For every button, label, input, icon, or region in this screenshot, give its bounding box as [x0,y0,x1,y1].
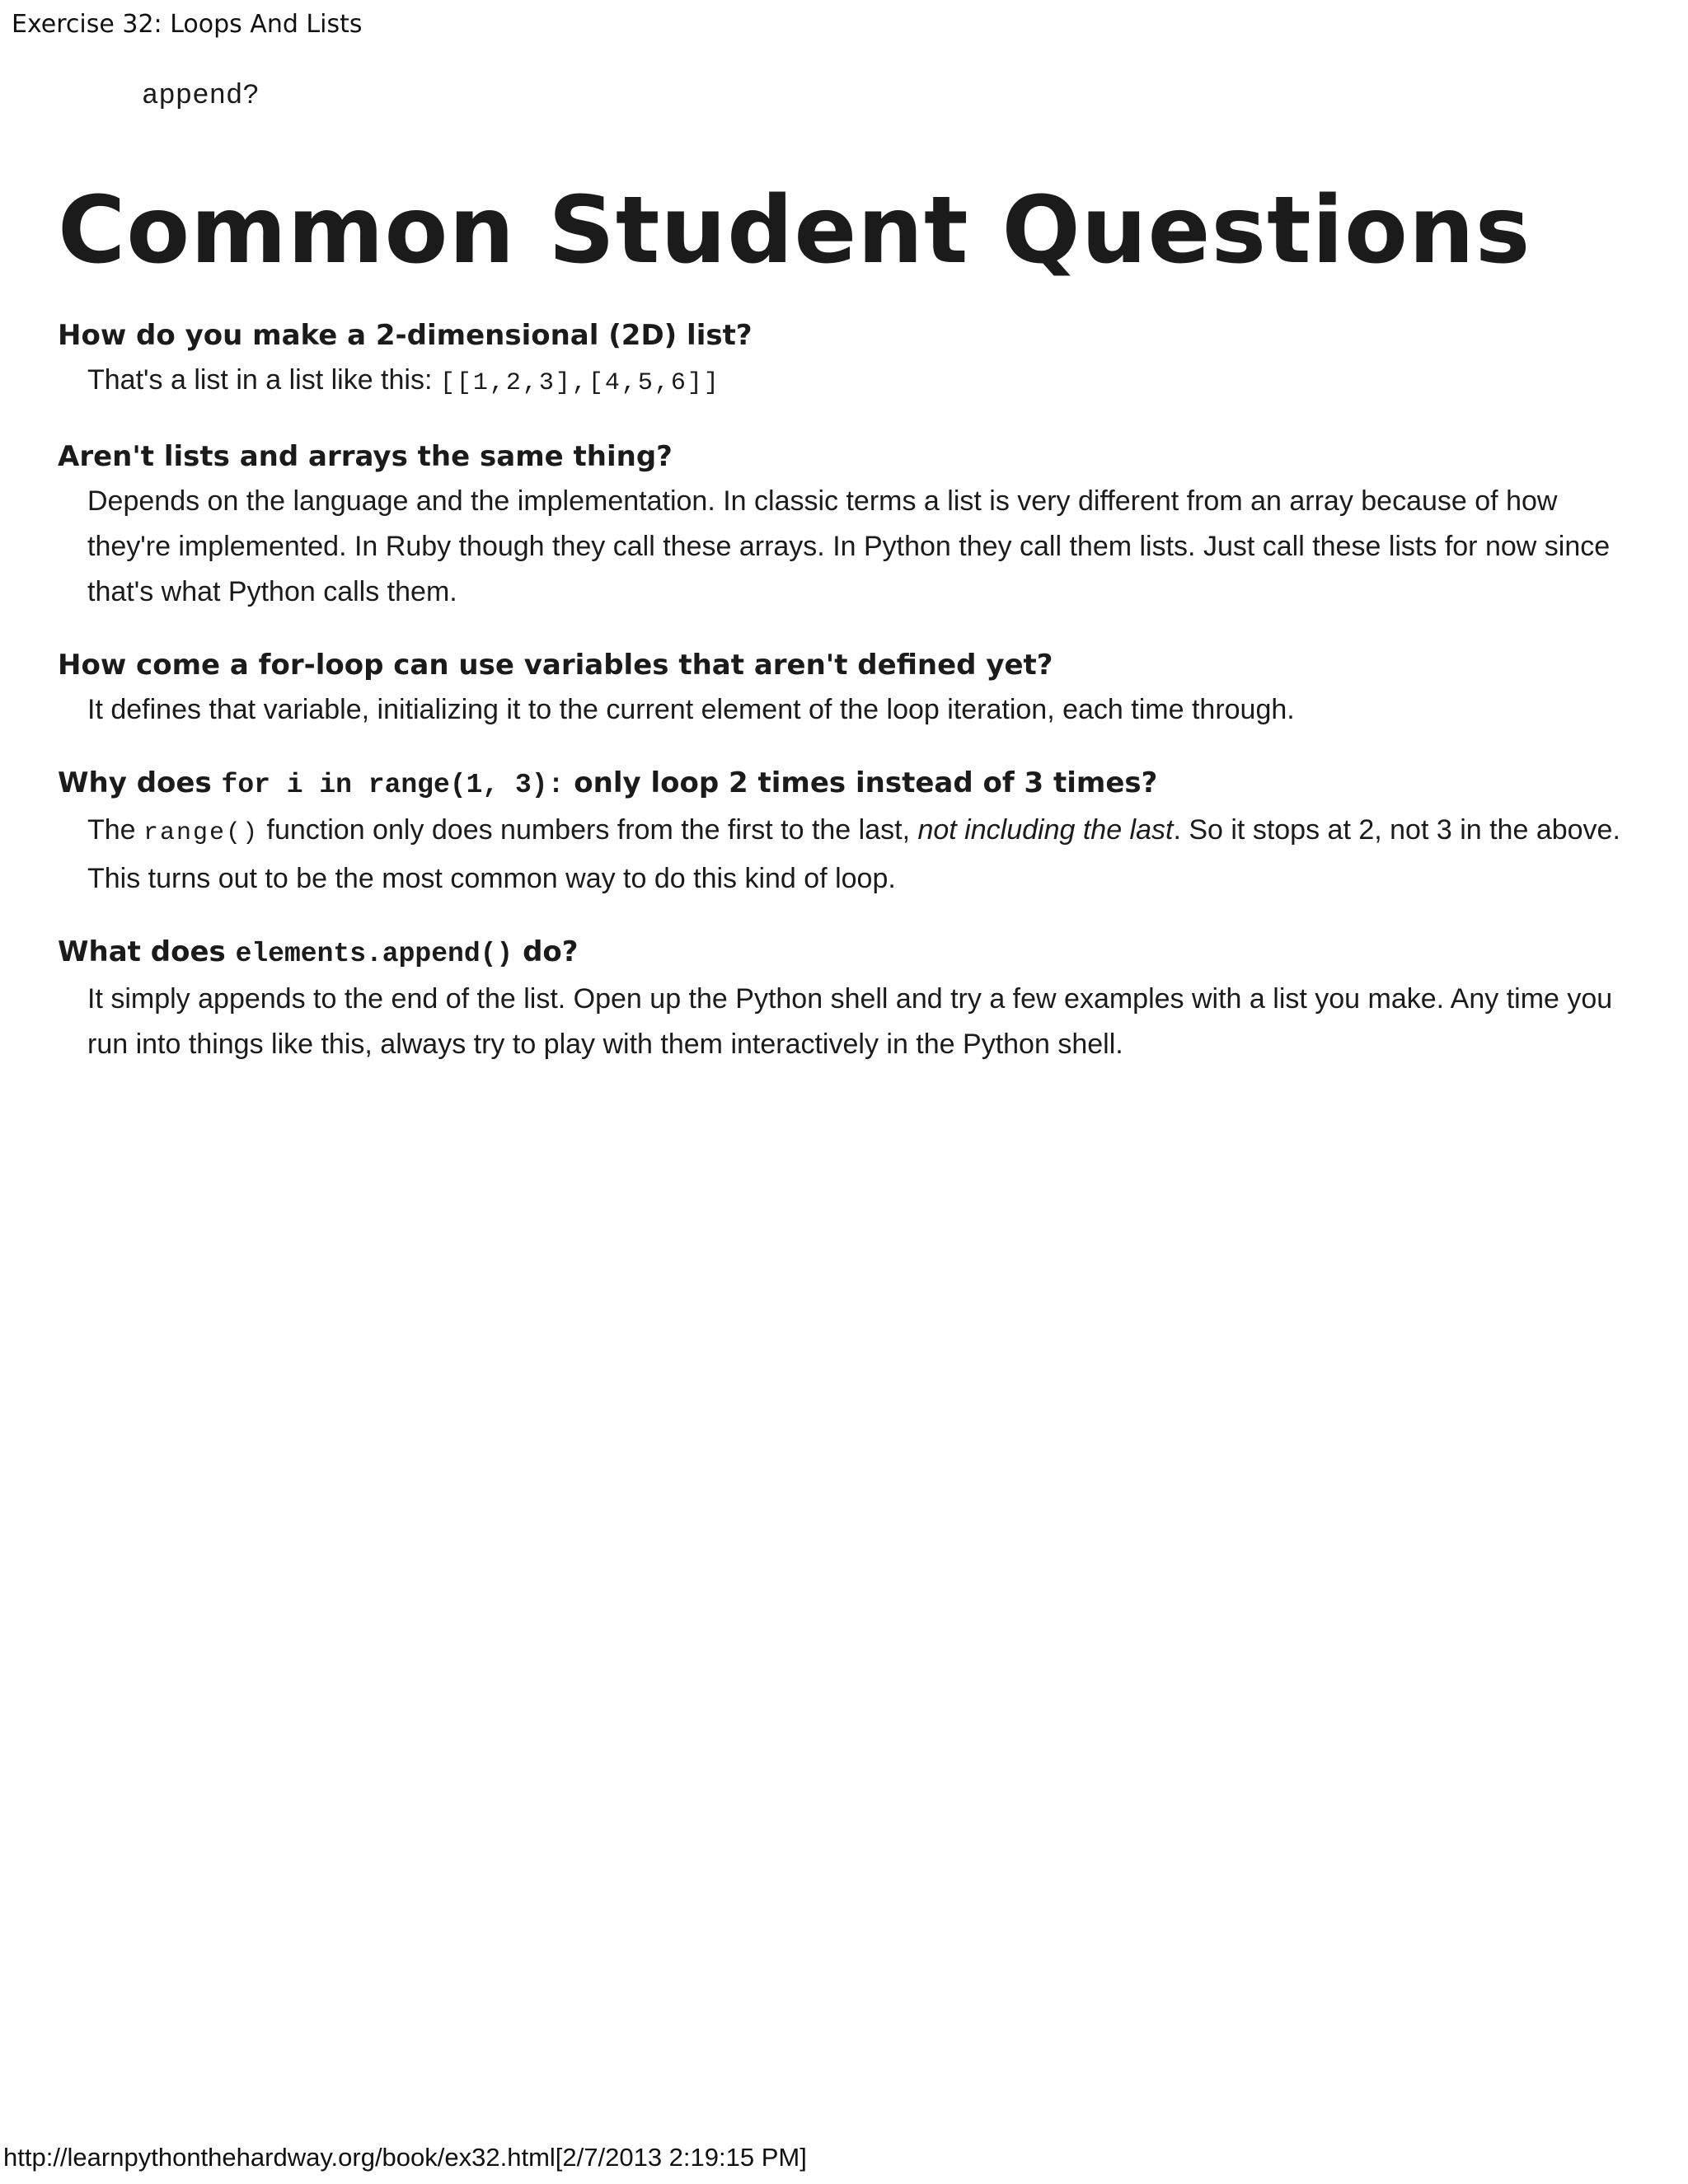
answer [87,808,1624,902]
qa-list [58,313,1624,1095]
question-suffix: only loop 2 times instead of 3 times? [564,766,1158,799]
answer: It defines that variable, initializing it to the current element of the loop iteration, each time through. [87,694,1295,725]
question [58,930,1624,977]
qa-item [58,930,1624,1067]
answer [87,358,1624,406]
answer-suffix: . So it stops at 2, not 3 in the above. This turns out to be the most common way to do this kind of loop. [87,814,1620,894]
question-code: for i in range(1, 3): [221,770,565,800]
answer: It simply appends to the end of the list. Open up the Python shell and try a few examples with a list you make. Any time you run into things like this, always try to play with them interactively in the Python shell. [87,983,1613,1060]
carryover-code-text: append? [142,81,260,112]
question [58,761,1624,808]
question: How come a for-loop can use variables that aren't defined yet? [58,649,1053,682]
question-prefix: What does [58,935,236,968]
page-header-title: Exercise 32: Loops And Lists [12,10,363,39]
answer-text: That's a list in a list like this: [87,364,440,396]
question-code: elements.append() [235,939,513,969]
qa-item [58,761,1624,902]
answer-middle: function only does numbers from the first to the last, [259,814,918,846]
footer-url: http://learnpythonthehardway.org/book/ex32.html[2/7/2013 2:19:15 PM] [3,2143,807,2172]
qa-item [58,313,1624,406]
answer: Depends on the language and the implementation. In classic terms a list is very different from an array because of how they're implemented. In Ruby though they call these arrays. In Python they call them lists. Just call these lists for now since that's what Python calls them. [87,485,1611,607]
qa-item [58,434,1624,615]
section-heading: Common Student Questions [58,177,1531,284]
question-prefix: Why does [58,766,222,799]
answer-emphasis: not including the last [917,814,1174,846]
qa-item [58,643,1624,733]
question: Aren't lists and arrays the same thing? [58,440,673,473]
question-suffix: do? [513,935,579,968]
answer-code: range() [143,819,260,847]
answer-prefix: The [87,814,144,846]
question: How do you make a 2-dimensional (2D) list? [58,319,753,352]
answer-code: [[1,2,3],[4,5,6]] [439,369,720,397]
